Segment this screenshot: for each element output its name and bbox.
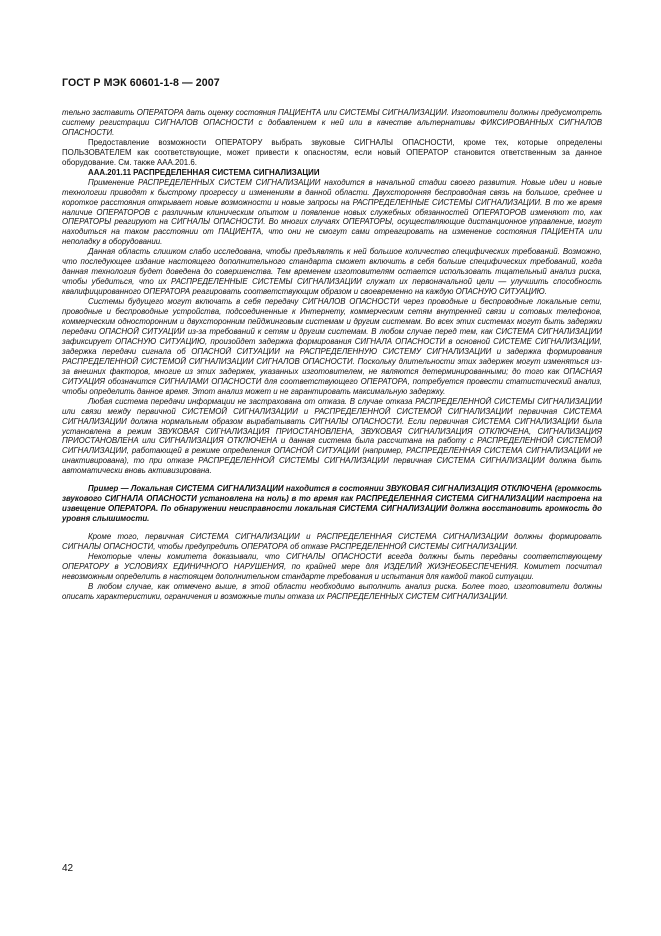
document-body [62, 108, 602, 602]
example-paragraph: Пример — Локальная СИСТЕМА СИГНАЛИЗАЦИИ находится в состоянии ЗВУКОВАЯ СИГНАЛИЗАЦИЯ ОТКЛЮЧЕНА (громкость звукового СИГНАЛА ОПАСНОСТИ установлена на ноль) в то время как РАСПРЕДЕЛЕННАЯ СИСТЕМА СИГНАЛИЗАЦИИ настроена на извещение ОПЕРАТОРА. По обнаружении неисправности локальная СИСТЕМА СИГНАЛИЗАЦИИ должна восстановить громкость до уровня слышимости. [62, 484, 602, 524]
paragraph: Кроме того, первичная СИСТЕМА СИГНАЛИЗАЦИИ и РАСПРЕДЕЛЕННАЯ СИСТЕМА СИГНАЛИЗАЦИИ должны формировать СИГНАЛЫ ОПАСНОСТИ, чтобы предупредить ОПЕРАТОРА об отказе РАСПРЕДЕЛЕННОЙ СИСТЕМЫ СИГНАЛИЗАЦИИ. [62, 532, 602, 552]
paragraph: Любая система передачи информации не застрахована от отказа. В случае отказа РАСПРЕДЕЛЕННОЙ СИСТЕМЫ СИГНАЛИЗАЦИИ или связи между первичной СИСТЕМОЙ СИГНАЛИЗАЦИИ и РАСПРЕДЕЛЕННОЙ СИСТЕМОЙ СИГНАЛИЗАЦИИ первичная СИСТЕМА СИГНАЛИЗАЦИИ должна нормальным образом вырабатывать СИГНАЛЫ ОПАСНОСТИ. Если первичная СИСТЕМА СИГНАЛИЗАЦИИ была установлена в режим ЗВУКОВАЯ СИГНАЛИЗАЦИЯ ПРИОСТАНОВЛЕНА, ЗВУКОВАЯ СИГНАЛИЗАЦИЯ ОТКЛЮЧЕНА, СИГНАЛИЗАЦИЯ ПРИОСТАНОВЛЕНА или СИГНАЛИЗАЦИЯ ОТКЛЮЧЕНА и данная система была рассчитана на работу с РАСПРЕДЕЛЕННОЙ СИСТЕМОЙ СИГНАЛИЗАЦИИ, работающей в режиме определения ОПАСНОЙ СИТУАЦИИ (например, РАСПРЕДЕЛЕННАЯ СИСТЕМА СИГНАЛИЗАЦИИ не инактивирована), то при отказе РАСПРЕДЕЛЕННОЙ СИСТЕМЫ СИГНАЛИЗАЦИИ первичная СИСТЕМА СИГНАЛИЗАЦИИ должна быть автоматически вновь активизирована. [62, 396, 602, 476]
paragraph: Применение РАСПРЕДЕЛЕННЫХ СИСТЕМ СИГНАЛИЗАЦИИ находится в начальной стадии своего развития. Новые идеи и новые технологии приводят к быстрому прогрессу и изменениям в данной области. Двухсторонняя беспроводная связь на большое, среднее и короткое расстояния открывает новые возможности и новые запросы на РАСПРЕДЕЛЕННЫЕ СИСТЕМЫ СИГНАЛИЗАЦИИ. В то же время наличие ОПЕРАТОРОВ с различным клиническим опытом и появление новых служебных обязанностей ОПЕРАТОРОВ изменяют то, как ОПЕРАТОРЫ реагируют на СИГНАЛЫ ОПАСНОСТИ. Во многих случаях ОПЕРАТОРЫ, осуществляющие дистанционное управление, могут находиться на таком расстоянии от ПАЦИЕНТА, что они не смогут сами отреагировать на изменение состояния ПАЦИЕНТА или неполадку в оборудовании. [62, 177, 602, 247]
page-number: 42 [62, 863, 74, 874]
paragraph: Предоставление возможности ОПЕРАТОРУ выбрать звуковые СИГНАЛЫ ОПАСНОСТИ, кроме тех, которые определены ПОЛЬЗОВАТЕЛЕМ как соответствующие, может привести к опасностям, если новый ОПЕРАТОР становится ответственным за данное оборудование. См. также ААА.201.6. [62, 137, 602, 167]
paragraph: Некоторые члены комитета доказывали, что СИГНАЛЫ ОПАСНОСТИ всегда должны быть переданы соответствующему ОПЕРАТОРУ в УСЛОВИЯХ ЕДИНИЧНОГО НАРУШЕНИЯ, по крайней мере для ИЗДЕЛИЙ ЖИЗНЕОБЕСПЕЧЕНИЯ. Комитет посчитал невозможным определить в настоящем дополнительном стандарте требования и испытания для каждой такой ситуации. [62, 551, 602, 581]
paragraph: Системы будущего могут включать в себя передачу СИГНАЛОВ ОПАСНОСТИ через проводные и беспроводные локальные сети, проводные и беспроводные устройства, подсоединенные к Интернету, коммерческим сетям внутренней связи и сотовых телефонов, коммерческим односторонним и двухсторонним пейджинговым системам и другим системам. Во всех этих системах могут быть задержки передачи ОПАСНОЙ СИТУАЦИИ из-за требований к сетям и другим системам. В любом случае перед тем, как СИСТЕМА СИГНАЛИЗАЦИИ зафиксирует ОПАСНУЮ СИТУАЦИЮ, произойдет задержка формирования СИГНАЛА ОПАСНОСТИ в основной СИСТЕМЕ СИГНАЛИЗАЦИИ, задержка передачи сигнала об ОПАСНОЙ СИТУАЦИИ на РАСПРЕДЕЛЕННУЮ СИСТЕМУ СИГНАЛИЗАЦИИ и задержка формирования РАСПРЕДЕЛЕННОЙ СИСТЕМОЙ СИГНАЛИЗАЦИИ СИГНАЛОВ ОПАСНОСТИ. Поскольку длительности этих задержек могут изменяться из-за внешних факторов, многие из этих задержек, указанных изготовителем, не являются детерминированными; до того как ОПАСНАЯ СИТУАЦИЯ обозначится СИГНАЛАМИ ОПАСНОСТИ для соответствующего ОПЕРАТОРА, потребуется провести статистический анализ, чтобы определить данное время. Этот анализ может и не гарантировать максимальную задержку. [62, 297, 602, 396]
paragraph: В любом случае, как отмечено выше, в этой области необходимо выполнить анализ риска. Более того, изготовители должны описать характеристики, ограничения и возможные типы отказа их РАСПРЕДЕЛЕННЫХ СИСТЕМ СИГНАЛИЗАЦИИ. [62, 581, 602, 601]
section-title: ААА.201.11 РАСПРЕДЕЛЕННАЯ СИСТЕМА СИГНАЛИЗАЦИИ [88, 167, 320, 177]
document-header: ГОСТ Р МЭК 60601-1-8 — 2007 [62, 77, 220, 89]
paragraph: Данная область слишком слабо исследована, чтобы предъявлять к ней большое количество специфических требований. Возможно, что последующее издание настоящего дополнительного стандарта сможет включить в себя больше специфических требований, когда данная технология будет доведена до совершенства. Тем временем изготовителям остается использовать тщательный анализ риска, чтобы убедиться, что их РАСПРЕДЕЛЕННЫЕ СИСТЕМЫ СИГНАЛИЗАЦИИ служат их первоначальной цели — улучшить способность квалифицированного ОПЕРАТОРА реагировать соответствующим образом и своевременно на каждую ОПАСНУЮ СИТУАЦИЮ. [62, 247, 602, 297]
paragraph: тельно заставить ОПЕРАТОРА дать оценку состояния ПАЦИЕНТА или СИСТЕМЫ СИГНАЛИЗАЦИИ. Изготовители должны предусмотреть систему регистрации СИГНАЛОВ ОПАСНОСТИ с добавлением к ней или в качестве альтернативы ФИКСИРОВАННЫХ СИГНАЛОВ ОПАСНОСТИ. [62, 108, 602, 137]
